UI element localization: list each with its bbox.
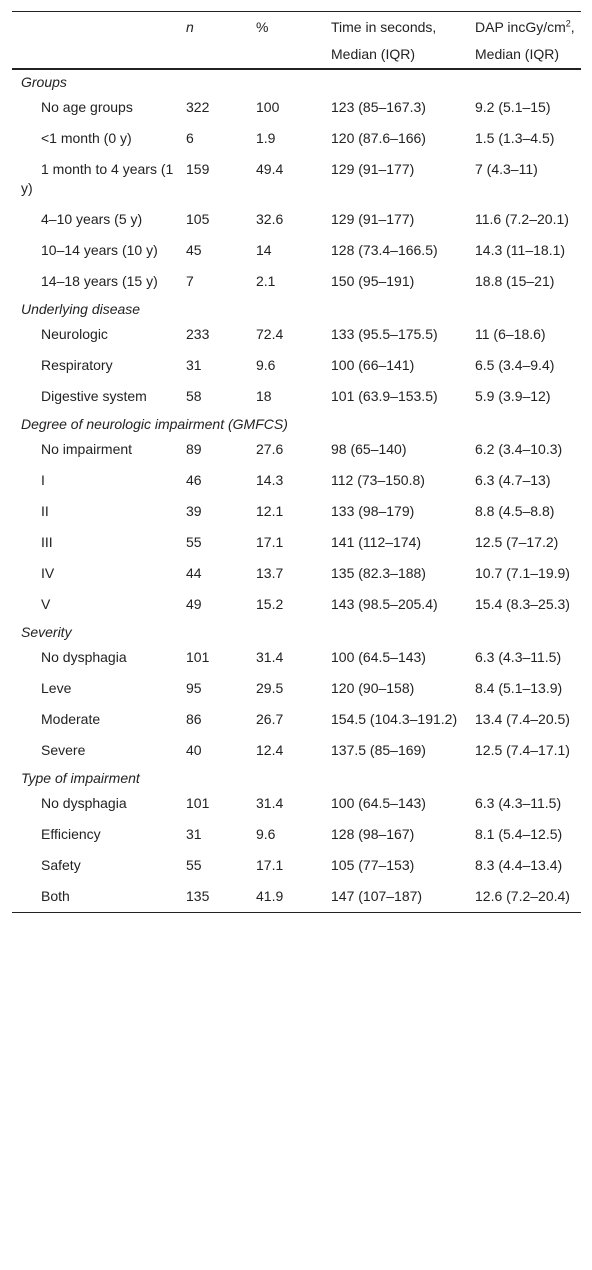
table-row xyxy=(12,123,581,154)
row-n: 58 xyxy=(186,388,202,404)
table-row xyxy=(12,94,581,123)
row-dap: 18.8 (15–21) xyxy=(475,273,555,289)
row-dap: 13.4 (7.4–20.5) xyxy=(475,711,570,727)
row-time: 147 (107–187) xyxy=(331,881,475,913)
row-dap: 6.3 (4.3–11.5) xyxy=(475,795,562,811)
row-dap: 6.2 (3.4–10.3) xyxy=(475,441,563,457)
row-label: Leve xyxy=(41,680,72,696)
row-pct: 41.9 xyxy=(256,881,331,913)
row-pct: 1.9 xyxy=(256,130,276,146)
row-n: 101 xyxy=(186,795,210,811)
table-row xyxy=(12,644,581,673)
row-pct: 2.1 xyxy=(256,273,276,289)
row-pct: 72.4 xyxy=(256,326,284,342)
row-n: 105 xyxy=(186,211,210,227)
header-pct: % xyxy=(256,12,331,38)
row-pct: 17.1 xyxy=(256,534,284,550)
row-time: 120 (87.6–166) xyxy=(331,130,426,146)
table-row xyxy=(12,527,581,558)
row-pct: 26.7 xyxy=(256,711,284,727)
row-time: 120 (90–158) xyxy=(331,680,415,696)
table-body xyxy=(12,69,581,913)
table-row xyxy=(12,465,581,496)
header-dap: DAP incGy/$cm^2$, xyxy=(475,12,581,38)
row-time: 112 (73–150.8) xyxy=(331,472,425,488)
row-label: V xyxy=(41,596,51,612)
row-time: 100 (64.5–143) xyxy=(331,649,426,665)
table-header xyxy=(12,12,581,70)
row-n: 46 xyxy=(186,472,202,488)
row-pct: 17.1 xyxy=(256,857,284,873)
section-title: Severity xyxy=(21,624,72,640)
table-row xyxy=(12,790,581,819)
row-pct: 12.1 xyxy=(256,503,284,519)
row-dap: 1.5 (1.3–4.5) xyxy=(475,130,555,146)
row-time: 141 (112–174) xyxy=(331,534,422,550)
row-time: 100 (66–141) xyxy=(331,357,415,373)
header-dap-sub: Median (IQR) xyxy=(475,37,581,69)
section-header xyxy=(12,766,581,790)
row-n: 7 xyxy=(186,273,194,289)
row-dap: 12.6 (7.2–20.4) xyxy=(475,881,581,913)
table-row xyxy=(12,496,581,527)
row-label: No impairment xyxy=(41,441,133,457)
row-time: 129 (91–177) xyxy=(331,211,415,227)
table-row xyxy=(12,235,581,266)
row-label: Moderate xyxy=(41,711,101,727)
section-header xyxy=(12,412,581,436)
section-title: Groups xyxy=(21,74,67,90)
row-time: 154.5 (104.3–191.2) xyxy=(331,711,458,727)
table-row xyxy=(12,266,581,297)
row-pct: 12.4 xyxy=(256,742,284,758)
row-dap: 8.8 (4.5–8.8) xyxy=(475,503,555,519)
row-label: II xyxy=(41,503,49,519)
table-row xyxy=(12,204,581,235)
row-dap: 15.4 (8.3–25.3) xyxy=(475,596,570,612)
row-n: 45 xyxy=(186,242,202,258)
table-row xyxy=(12,881,581,913)
row-dap: 6.5 (3.4–9.4) xyxy=(475,357,555,373)
row-n: 55 xyxy=(186,857,202,873)
row-label: Efficiency xyxy=(41,826,101,842)
row-time: 128 (73.4–166.5) xyxy=(331,242,438,258)
row-pct: 31.4 xyxy=(256,649,284,665)
row-time: 133 (95.5–175.5) xyxy=(331,326,438,342)
row-dap: 6.3 (4.3–11.5) xyxy=(475,649,562,665)
row-pct: 14 xyxy=(256,242,272,258)
row-pct: 49.4 xyxy=(256,161,284,177)
section-header xyxy=(12,69,581,94)
row-dap: 10.7 (7.1–19.9) xyxy=(475,565,570,581)
row-label: III xyxy=(41,534,53,550)
table-row xyxy=(12,735,581,766)
table-row xyxy=(12,819,581,850)
table-row xyxy=(12,673,581,704)
row-pct: 31.4 xyxy=(256,795,284,811)
row-label: I xyxy=(41,472,45,488)
row-dap: 9.2 (5.1–15) xyxy=(475,99,551,115)
row-n: 95 xyxy=(186,680,202,696)
row-n: 31 xyxy=(186,826,202,842)
row-pct: 14.3 xyxy=(256,472,284,488)
header-time: Time in seconds, xyxy=(331,12,475,38)
row-pct: 100 xyxy=(256,99,280,115)
row-time: 150 (95–191) xyxy=(331,273,415,289)
table-row xyxy=(12,350,581,381)
table-row xyxy=(12,154,581,204)
row-dap: 7 (4.3–11) xyxy=(475,161,538,177)
row-pct: 15.2 xyxy=(256,596,284,612)
row-label: Neurologic xyxy=(41,326,108,342)
header-time-sub: Median (IQR) xyxy=(331,37,475,69)
row-time: 143 (98.5–205.4) xyxy=(331,596,438,612)
table-row xyxy=(12,381,581,412)
row-pct: 29.5 xyxy=(256,680,284,696)
row-n: 40 xyxy=(186,742,202,758)
row-time: 123 (85–167.3) xyxy=(331,99,426,115)
section-title: Type of impairment xyxy=(21,770,140,786)
table-row xyxy=(12,436,581,465)
row-label: Respiratory xyxy=(41,357,113,373)
row-label: No dysphagia xyxy=(41,795,127,811)
section-header xyxy=(12,620,581,644)
row-n: 44 xyxy=(186,565,202,581)
row-pct: 9.6 xyxy=(256,826,276,842)
row-dap: 8.4 (5.1–13.9) xyxy=(475,680,563,696)
row-time: 100 (64.5–143) xyxy=(331,795,426,811)
header-n: n xyxy=(186,12,256,38)
row-dap: 8.1 (5.4–12.5) xyxy=(475,826,563,842)
row-time: 105 (77–153) xyxy=(331,857,415,873)
row-label: 14–18 years (15 y) xyxy=(41,273,158,289)
row-n: 31 xyxy=(186,357,202,373)
row-dap: 12.5 (7.4–17.1) xyxy=(475,742,570,758)
table-row xyxy=(12,589,581,620)
row-dap: 8.3 (4.4–13.4) xyxy=(475,857,563,873)
table-row xyxy=(12,704,581,735)
row-pct: 18 xyxy=(256,388,272,404)
row-label: Safety xyxy=(41,857,81,873)
row-label: No dysphagia xyxy=(41,649,127,665)
row-n: 89 xyxy=(186,441,202,457)
row-n: 233 xyxy=(186,326,210,342)
row-label: Severe xyxy=(41,742,86,758)
row-n: 86 xyxy=(186,711,202,727)
row-label: 1 month to 4 years (1 y) xyxy=(21,161,174,196)
table-row xyxy=(12,558,581,589)
row-dap: 5.9 (3.9–12) xyxy=(475,388,551,404)
data-table xyxy=(12,11,581,913)
row-dap: 14.3 (11–18.1) xyxy=(475,242,566,258)
row-pct: 27.6 xyxy=(256,441,284,457)
row-time: 101 (63.9–153.5) xyxy=(331,388,438,404)
row-pct: 32.6 xyxy=(256,211,284,227)
row-n: 39 xyxy=(186,503,202,519)
row-label: No age groups xyxy=(41,99,133,115)
table-row xyxy=(12,850,581,881)
section-title: Underlying disease xyxy=(21,301,141,317)
row-n: 135 xyxy=(186,881,256,913)
table-row xyxy=(12,321,581,350)
row-time: 98 (65–140) xyxy=(331,441,407,457)
table-container xyxy=(12,11,581,913)
row-n: 49 xyxy=(186,596,202,612)
row-dap: 6.3 (4.7–13) xyxy=(475,472,551,488)
row-label: <1 month (0 y) xyxy=(41,130,132,146)
row-label: Both xyxy=(12,881,186,913)
row-n: 322 xyxy=(186,99,210,115)
row-n: 159 xyxy=(186,161,210,177)
header-blank xyxy=(12,12,186,38)
row-pct: 13.7 xyxy=(256,565,284,581)
row-n: 101 xyxy=(186,649,210,665)
section-title: Degree of neurologic impairment (GMFCS) xyxy=(21,416,288,432)
row-label: 10–14 years (10 y) xyxy=(41,242,158,258)
row-label: 4–10 years (5 y) xyxy=(41,211,143,227)
row-time: 133 (98–179) xyxy=(331,503,415,519)
row-dap: 11 (6–18.6) xyxy=(475,326,546,342)
row-label: Digestive system xyxy=(41,388,147,404)
row-n: 6 xyxy=(186,130,194,146)
section-header xyxy=(12,297,581,321)
row-time: 129 (91–177) xyxy=(331,161,415,177)
row-dap: 11.6 (7.2–20.1) xyxy=(475,211,569,227)
row-time: 137.5 (85–169) xyxy=(331,742,426,758)
row-label: IV xyxy=(41,565,55,581)
row-time: 135 (82.3–188) xyxy=(331,565,426,581)
row-pct: 9.6 xyxy=(256,357,276,373)
row-dap: 12.5 (7–17.2) xyxy=(475,534,559,550)
row-n: 55 xyxy=(186,534,202,550)
row-time: 128 (98–167) xyxy=(331,826,415,842)
